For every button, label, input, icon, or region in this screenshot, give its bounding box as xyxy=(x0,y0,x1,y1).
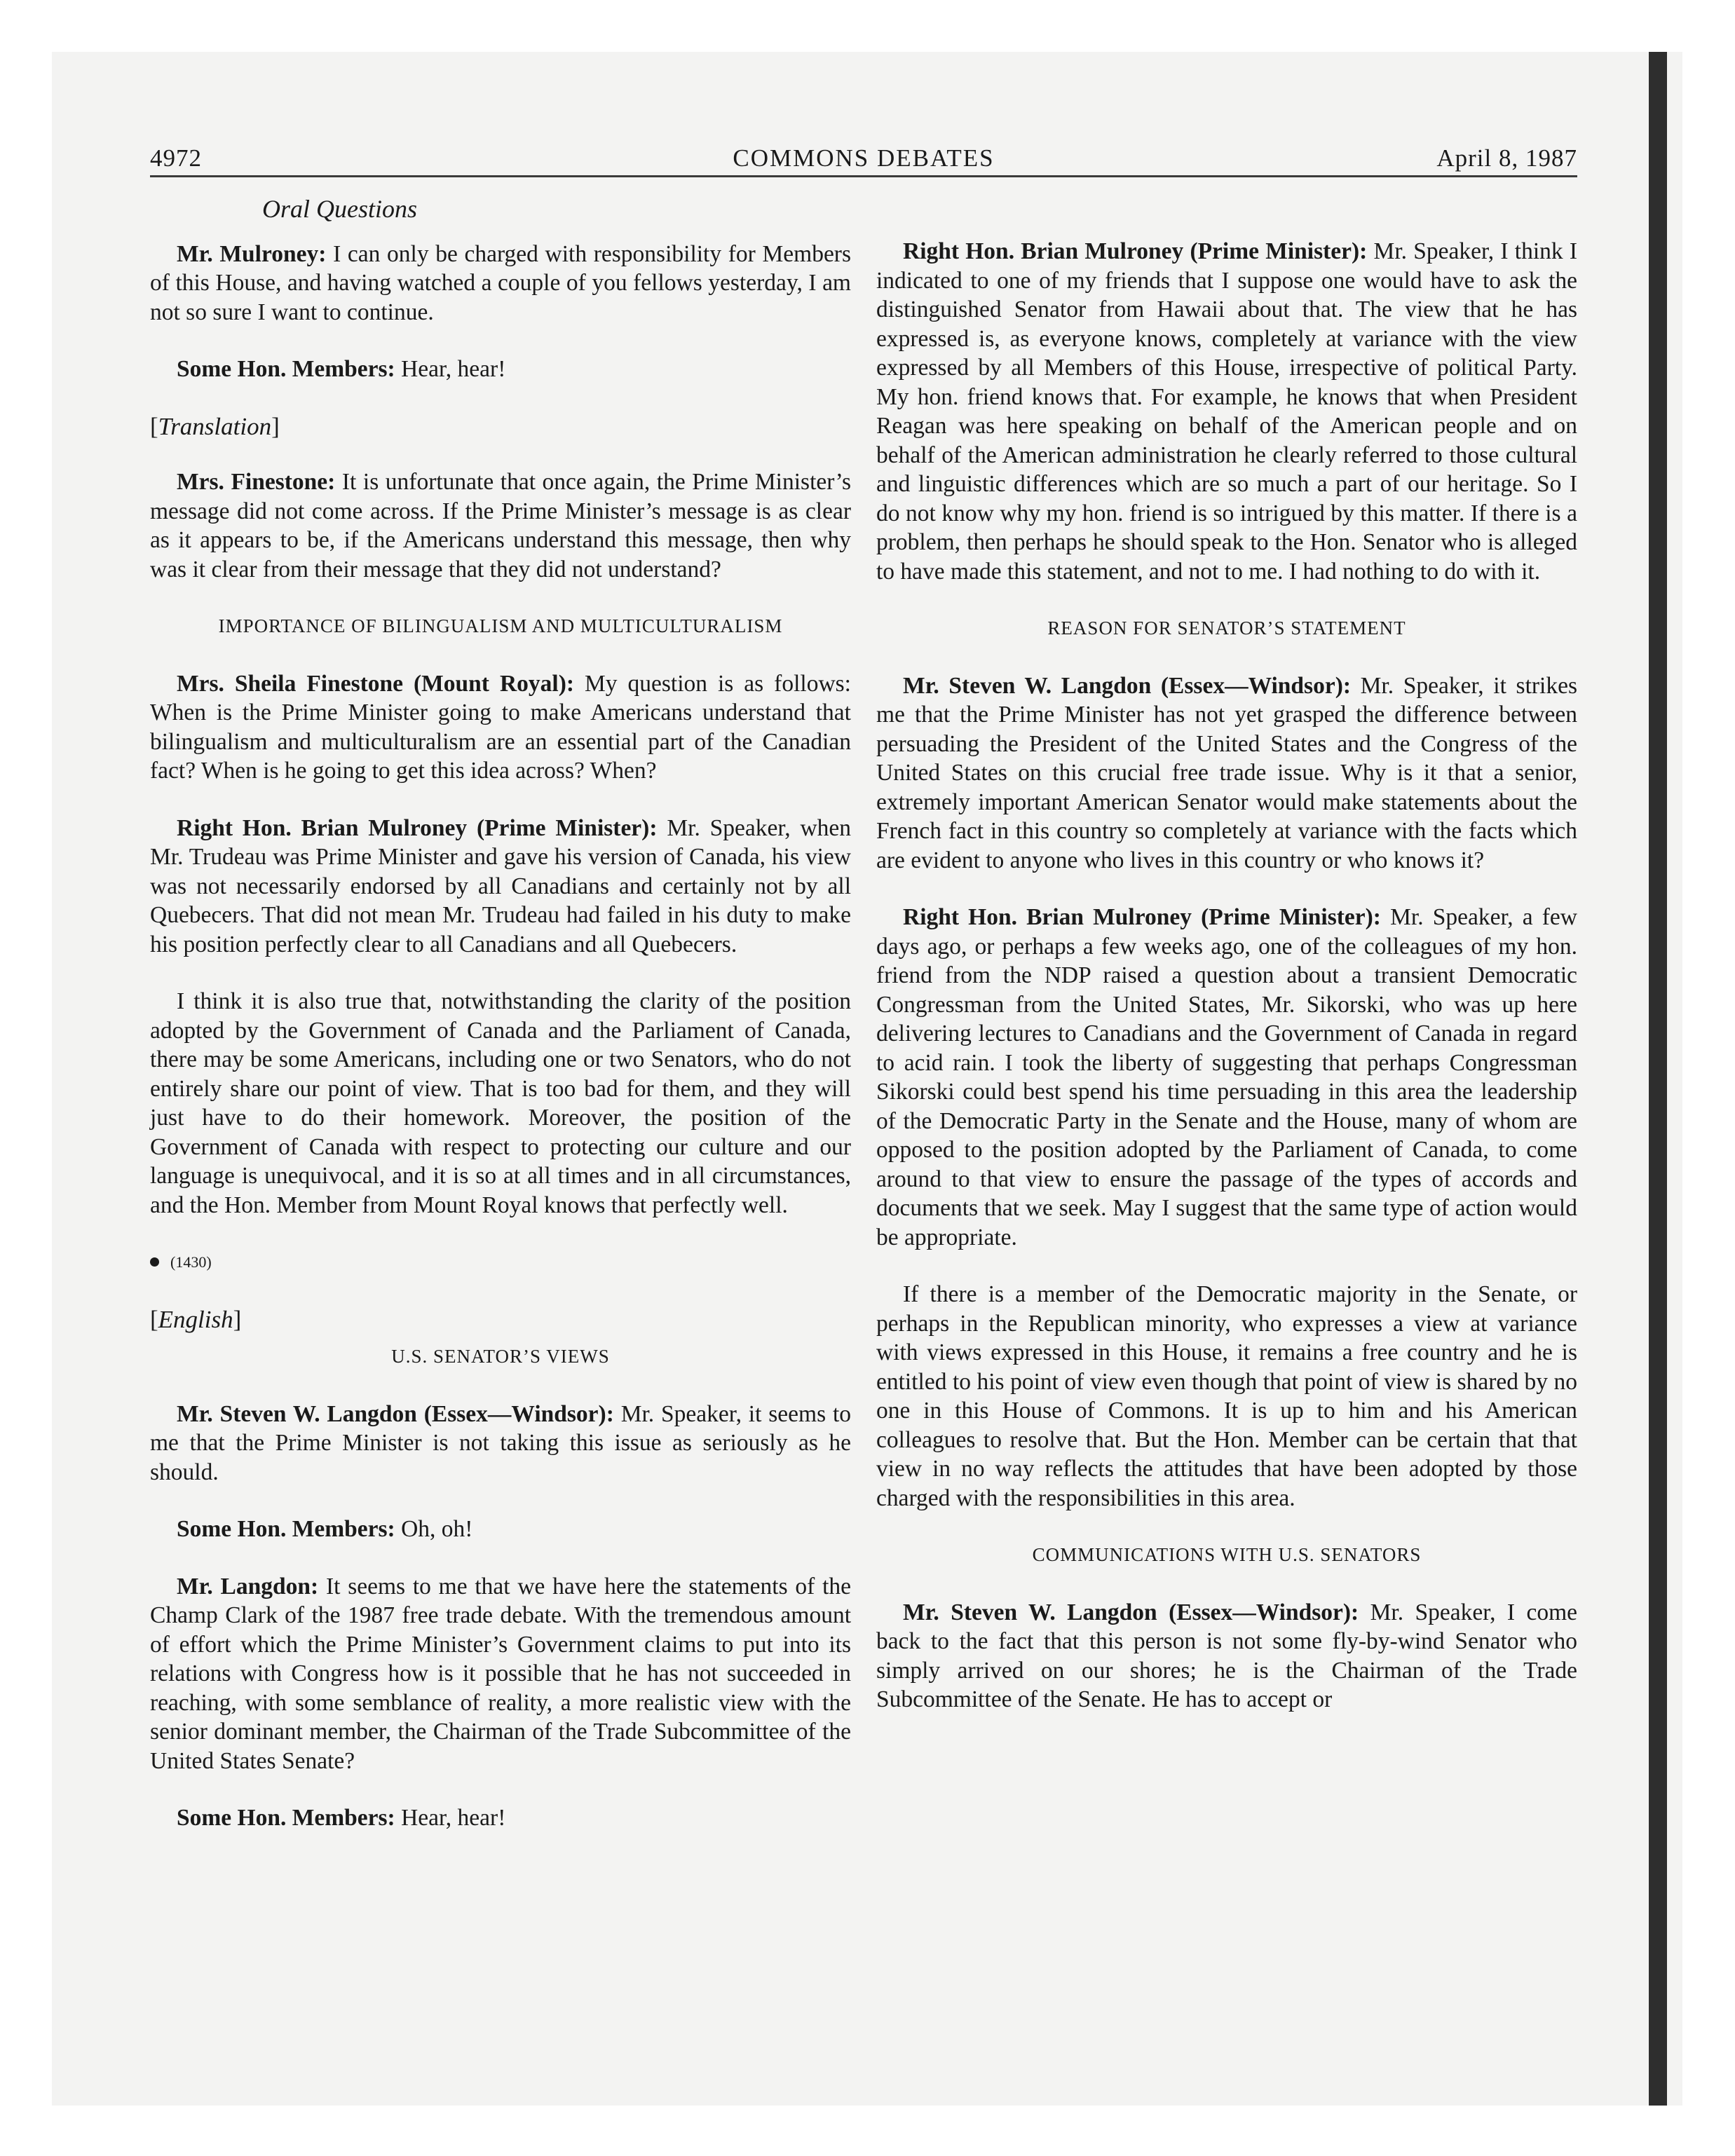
speech-text: It is unfortunate that once again, the Prime Minister’s message did not come across. If the Prime Minister’s message is as clear as it appears to be, if the Americans understand this message, then why was it clear from their message that they did not understand? xyxy=(150,469,851,582)
speaker-name: Mr. Steven W. Langdon (Essex—Windsor): xyxy=(177,1400,614,1427)
speech-text: Mr. Speaker, it strikes me that the Prime Minister has not yet grasped the difference between persuading the President of the United States and the Congress of the United States on this crucial free trade issue. Why is it that a senior, extremely important American Senator would make statements about the French fact in this country so completely at variance with the facts which are evident to anyone who lives in this country or who knows it? xyxy=(876,672,1577,873)
section-subhead: REASON FOR SENATOR’S STATEMENT xyxy=(1047,618,1406,639)
paragraph xyxy=(150,987,851,1220)
right-column xyxy=(876,237,1577,1742)
paragraph xyxy=(876,1280,1577,1513)
time-stamp: (1430) xyxy=(170,1253,212,1271)
paragraph xyxy=(150,468,851,584)
section-subhead: IMPORTANCE OF BILINGUALISM AND MULTICULTURALISM xyxy=(218,615,783,636)
speaker-name: Mrs. Finestone: xyxy=(177,469,336,495)
paragraph xyxy=(876,903,1577,1252)
bullet-icon xyxy=(150,1257,159,1267)
speech-text: Hear, hear! xyxy=(395,1805,506,1831)
speech-text: I think it is also true that, notwithstanding the clarity of the position adopted by the Government of Canada and the Parliament of Canada, there may be some Americans, including one or two Senators, who do not entirely share our point of view. That is too bad for them, and they will just have to do their homework. Moreover, the position of the Government of Canada with respect to protecting our culture and our language is unequivocal, and it is so at all times and in all circumstances, and the Hon. Member from Mount Royal knows that perfectly well. xyxy=(150,988,851,1218)
speaker-name: Right Hon. Brian Mulroney (Prime Minister): xyxy=(177,814,658,841)
english-label: English xyxy=(158,1305,233,1333)
speaker-name: Mr. Langdon: xyxy=(177,1573,319,1599)
speaker-name: Right Hon. Brian Mulroney (Prime Minister): xyxy=(903,238,1368,264)
speech-text: Mr. Speaker, when Mr. Trudeau was Prime Minister and gave his version of Canada, his view was not necessarily endorsed by all Canadians and certainly not by all Quebecers. That did not mean Mr. Trudeau had failed in his duty to make his position perfectly clear to all Canadians and all Quebecers. xyxy=(150,814,852,957)
speaker-name: Mr. Steven W. Langdon (Essex—Windsor): xyxy=(903,672,1352,699)
paragraph xyxy=(150,814,851,960)
speaker-name: Some Hon. Members: xyxy=(177,356,395,382)
section-subhead: U.S. SENATOR’S VIEWS xyxy=(391,1346,610,1367)
speech-text: Mr. Speaker, I come back to the fact that this person is not some fly-by-wind Senator who simply arrived on our shores; he is the Chairman of the Trade Subcommittee of the Senate. He has to accept or xyxy=(876,1599,1577,1712)
paragraph xyxy=(150,355,851,384)
speaker-name: Mr. Steven W. Langdon (Essex—Windsor): xyxy=(903,1599,1359,1625)
speaker-name: Some Hon. Members: xyxy=(177,1516,395,1542)
english-note: [English] xyxy=(150,1305,242,1333)
speaker-name: Mrs. Sheila Finestone (Mount Royal): xyxy=(177,670,575,697)
paragraph xyxy=(150,240,851,327)
paragraph xyxy=(150,1803,851,1833)
paragraph xyxy=(876,1598,1577,1714)
left-column xyxy=(150,195,851,1861)
page-header xyxy=(150,140,1577,177)
speech-text: My question is as follows: When is the Prime Minister going to make Americans understand that bilingualism and multiculturalism are an essential part of the Canadian fact? When is he going to get this idea across? When? xyxy=(150,670,851,784)
translation-note: [Translation] xyxy=(150,412,280,440)
paragraph xyxy=(150,669,851,786)
speech-text: Hear, hear! xyxy=(395,356,506,382)
speech-text: If there is a member of the Democratic majority in the Senate, or perhaps in the Republican minority, who expresses a view at variance with views expressed in this House, it remains a free country and he is entitled to his point of view even though that point of view is shared by no one in this House of Commons. It is up to him and his American colleagues to resolve that. But the Hon. Member can be certain that that view in no way reflects the attitudes that have been adopted by those charged with the responsibilities in this area. xyxy=(876,1281,1577,1511)
scan-edge-shadow xyxy=(1649,52,1667,2106)
speech-text: Mr. Speaker, I think I indicated to one of my friends that I suppose one would have to ask the distinguished Senator from Hawaii about that. The view that he has expressed is, as everyone knows, completely at variance with the view expressed by all Members of this House, irrespective of political Party. My hon. friend knows that. For example, he knows that when President Reagan was here speaking on behalf of the American people and on behalf of the American administration he clearly referred to those cultural and linguistic differences which are so much a part of our heritage. So I do not know why my hon. friend is so intrigued by this matter. If there is a problem, then perhaps he should speak to the Hon. Senator who is alleged to have made this statement, and not to me. I had nothing to do with it. xyxy=(876,238,1578,585)
speech-text: Mr. Speaker, a few days ago, or perhaps a few weeks ago, one of the colleagues of my hon. friend from the NDP raised a question about a transient Democratic Congressman from the United States, Mr. Sikorski, who was up here delivering lectures to Canadians and the Government of Canada in regard to acid rain. I took the liberty of suggesting that perhaps Congressman Sikorski could best spend his time persuading in this area the leadership of the Democratic Party in the Senate and the House, many of whom are opposed to the position adopted by the Parliament of Canada, to come around to that view to ensure the passage of the types of accords and documents that we seek. May I suggest that the same type of action would be appropriate. xyxy=(876,904,1577,1250)
publication-title: COMMONS DEBATES xyxy=(733,144,995,172)
translation-label: Translation xyxy=(158,412,272,440)
speech-text: Oh, oh! xyxy=(395,1516,473,1542)
speech-text: Mr. Speaker, it seems to me that the Prime Minister is not taking this issue as seriously as he should. xyxy=(150,1400,852,1485)
time-marker xyxy=(150,1248,851,1277)
speech-text: I can only be charged with responsibility for Members of this House, and having watched a couple of you fellows yesterday, I am not so sure I want to continue. xyxy=(150,240,851,325)
speaker-name: Right Hon. Brian Mulroney (Prime Minister): xyxy=(903,904,1381,930)
publication-date: April 8, 1987 xyxy=(1436,144,1577,172)
speaker-name: Some Hon. Members: xyxy=(177,1805,395,1831)
speech-text: It seems to me that we have here the statements of the Champ Clark of the 1987 free trade debate. With the tremendous amount of effort which the Prime Minister’s Government claims to put into its relations with Congress how is it possible that he has not succeeded in reaching, with some semblance of reality, a more realistic view with the senior dominant member, the Chairman of the Trade Subcommittee of the United States Senate? xyxy=(150,1573,851,1774)
paragraph xyxy=(876,671,1577,875)
paragraph xyxy=(150,1515,851,1544)
paragraph xyxy=(876,237,1577,586)
section-subhead: COMMUNICATIONS WITH U.S. SENATORS xyxy=(1032,1544,1422,1565)
running-head: Oral Questions xyxy=(262,195,418,223)
paragraph xyxy=(150,1400,851,1487)
paragraph xyxy=(150,1572,851,1776)
page-number: 4972 xyxy=(150,144,202,172)
speaker-name: Mr. Mulroney: xyxy=(177,240,327,267)
